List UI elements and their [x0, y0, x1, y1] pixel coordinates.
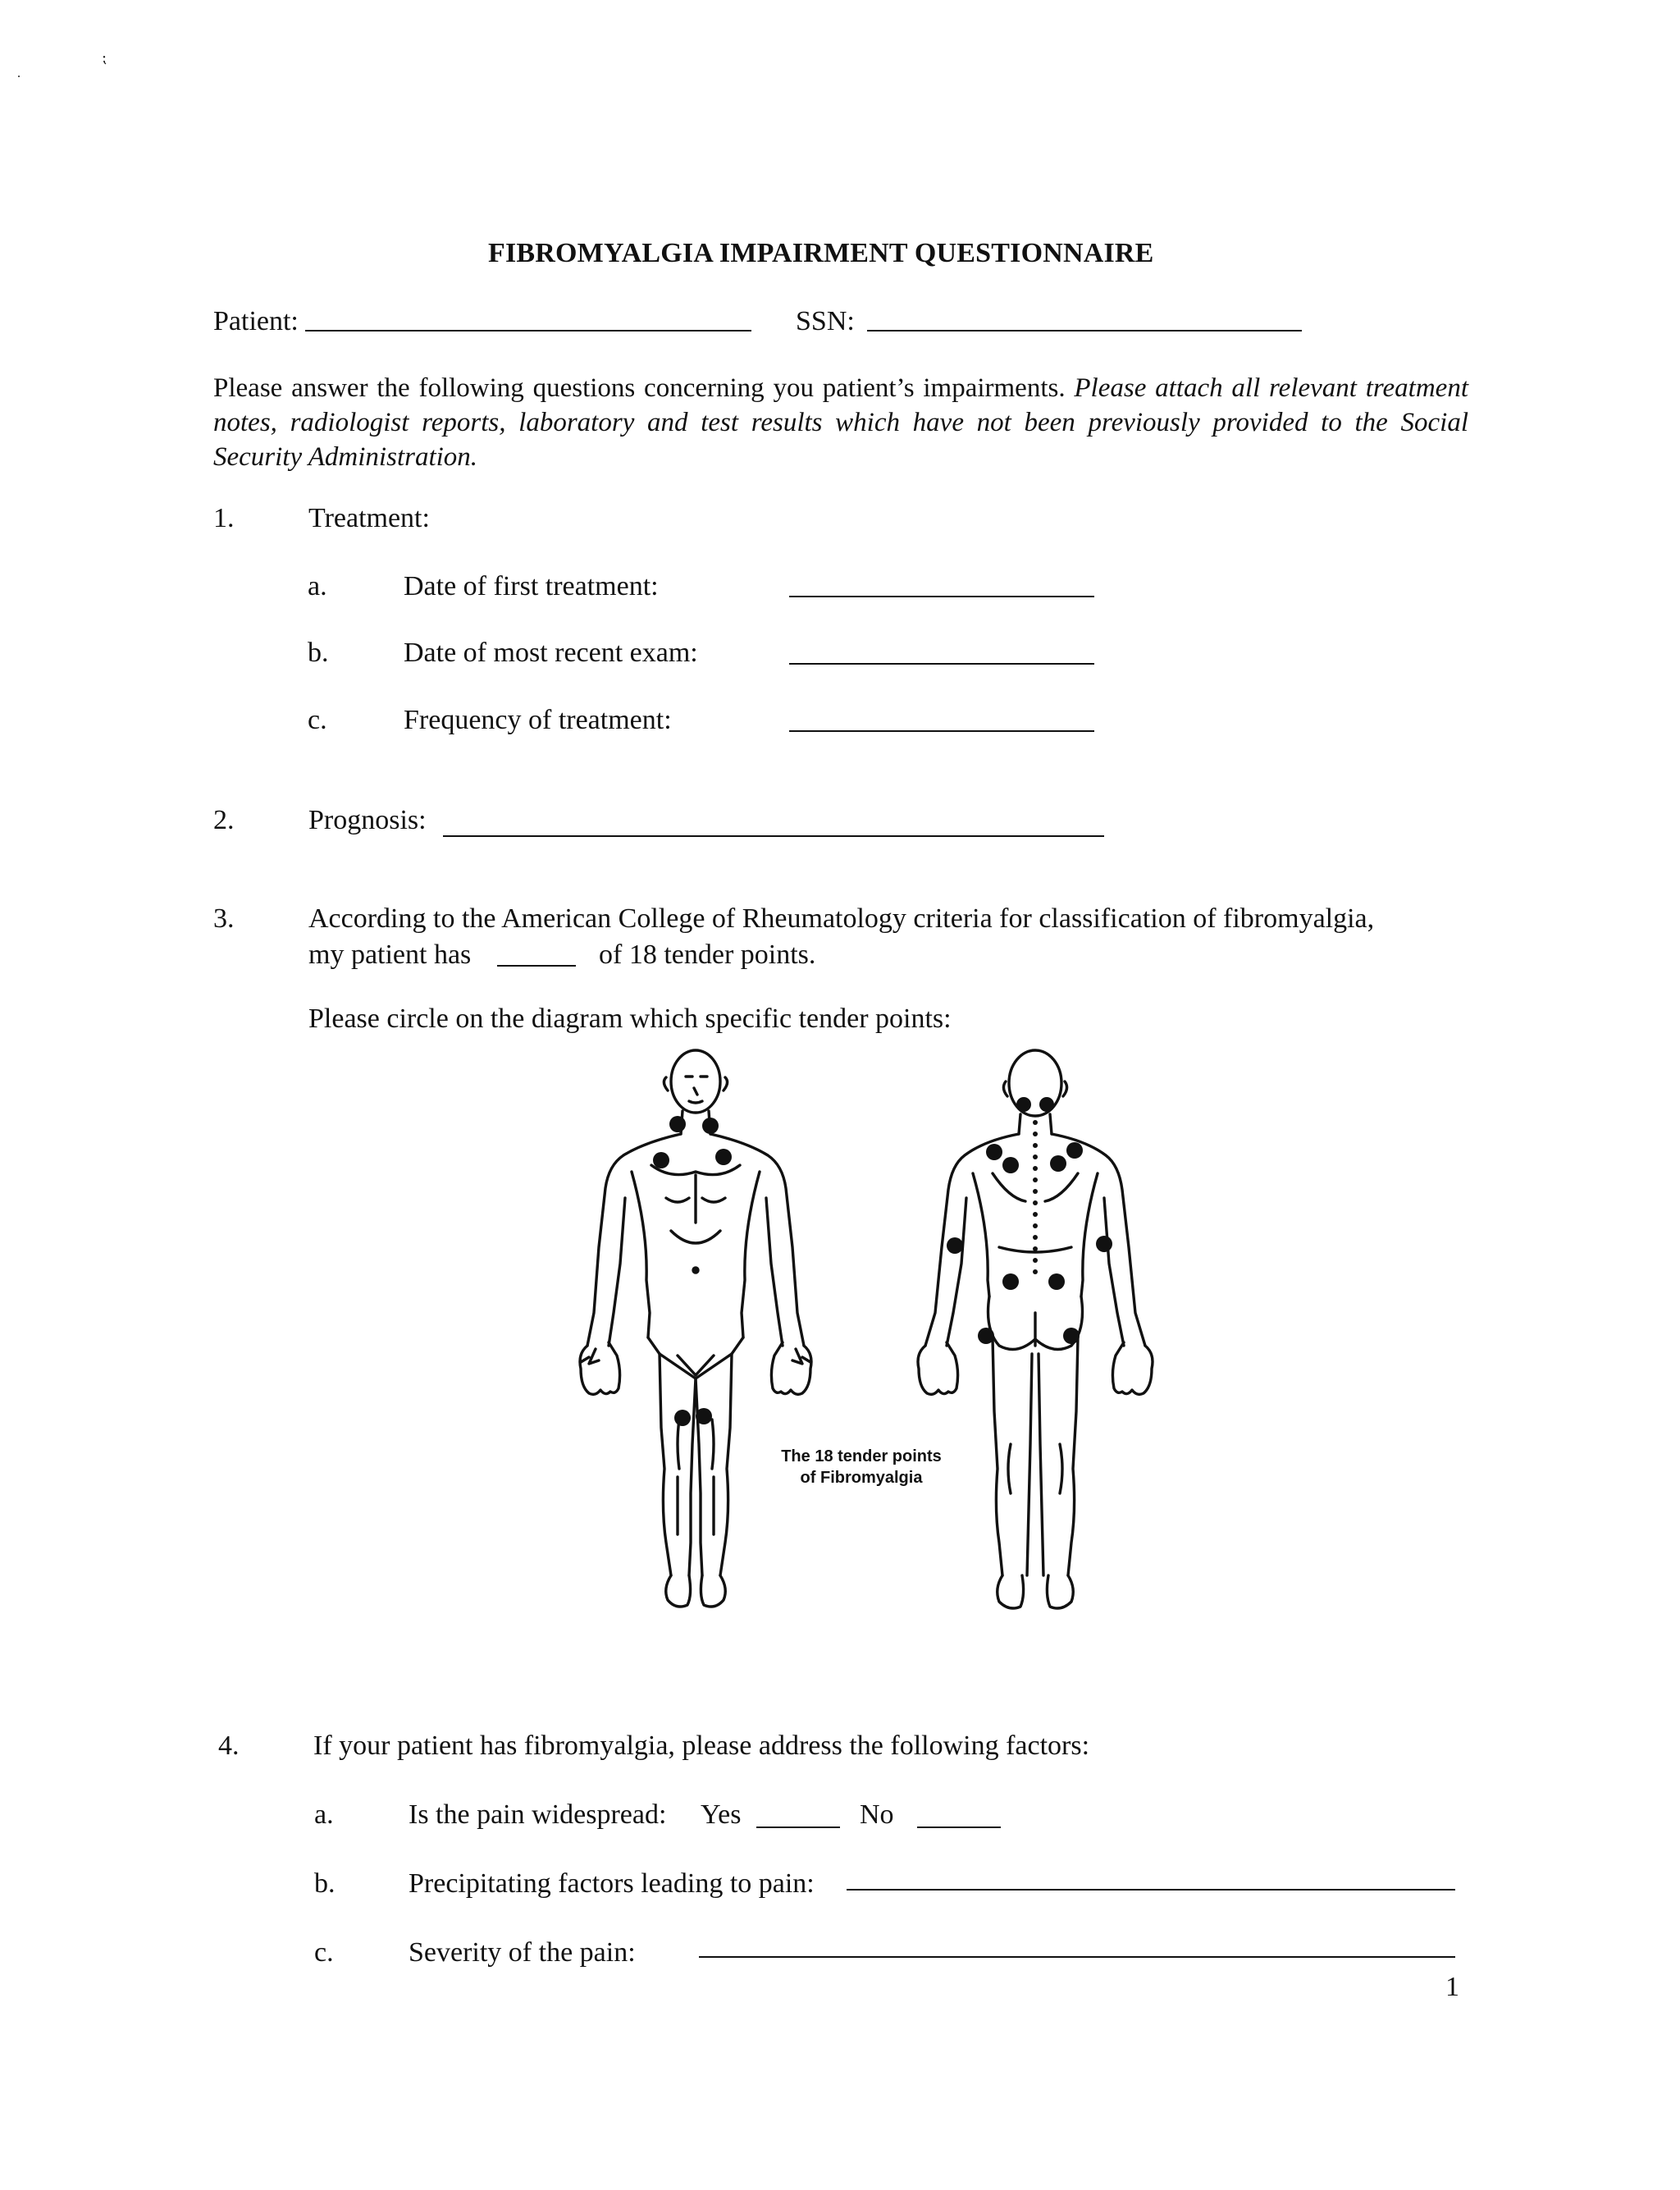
q4b-letter: b. — [314, 1868, 336, 1899]
intro-italic: Please attach all relevant treatment notes, radiologist reports, laboratory and test results which have not been previously provided to the Social Security Administration. — [213, 373, 1468, 472]
q4b-label: Precipitating factors leading to pain: — [409, 1868, 815, 1899]
q3-line2-post: of 18 tender points. — [599, 940, 816, 970]
form-title: FIBROMYALGIA IMPAIRMENT QUESTIONNAIRE — [488, 238, 1154, 268]
spine-dots — [1033, 1120, 1038, 1274]
q4a-no-label: No — [860, 1799, 894, 1830]
recent-exam-date-field[interactable] — [789, 663, 1094, 665]
q1-label: Treatment: — [308, 503, 430, 533]
diagram-caption-line2: of Fibromyalgia — [800, 1469, 923, 1487]
scan-speck: ˙ — [16, 72, 21, 89]
q1c-letter: c. — [308, 705, 327, 735]
tender-point-back-gluteal-left[interactable] — [1002, 1273, 1019, 1290]
tender-point-back-hip-left[interactable] — [978, 1328, 994, 1344]
patient-field[interactable] — [305, 330, 751, 331]
tender-point-front-neck-right[interactable] — [702, 1118, 719, 1134]
tender-point-back-trapezius-left[interactable] — [986, 1144, 1002, 1160]
q4a-label: Is the pain widespread: — [409, 1799, 667, 1830]
q3-circle-prompt: Please circle on the diagram which specific tender points: — [308, 1004, 952, 1034]
q3-line2-pre: my patient has — [308, 940, 472, 970]
front-body-figure — [580, 1050, 811, 1607]
tender-points-count-field[interactable] — [497, 965, 576, 967]
tender-point-front-knee-right[interactable] — [696, 1408, 712, 1424]
first-treatment-date-field[interactable] — [789, 596, 1094, 597]
q4c-label: Severity of the pain: — [409, 1937, 636, 1968]
back-body-figure — [918, 1050, 1153, 1608]
ssn-label: SSN: — [796, 306, 855, 336]
intro-plain: Please answer the following questions concerning you patient’s impairments. — [213, 373, 1066, 403]
widespread-no-field[interactable] — [917, 1827, 1001, 1828]
patient-label: Patient: — [213, 306, 299, 336]
q3-line1: According to the American College of Rheumatology criteria for classification of fibromyalgia, — [308, 903, 1375, 934]
q4-label: If your patient has fibromyalgia, please address the following factors: — [313, 1731, 1090, 1761]
q1c-label: Frequency of treatment: — [404, 705, 672, 735]
page-number: 1 — [1445, 1972, 1459, 2002]
tender-point-back-gluteal-right[interactable] — [1048, 1273, 1065, 1290]
q3-number: 3. — [213, 903, 235, 934]
ssn-field[interactable] — [867, 330, 1302, 331]
q1a-letter: a. — [308, 571, 327, 601]
tender-point-back-occiput-right[interactable] — [1039, 1097, 1054, 1112]
prognosis-field[interactable] — [443, 835, 1104, 837]
tender-point-back-trapezius-right[interactable] — [1066, 1142, 1083, 1159]
tender-point-back-hip-right[interactable] — [1063, 1328, 1080, 1344]
tender-point-back-elbow-right[interactable] — [1096, 1236, 1112, 1252]
q2-label: Prognosis: — [308, 805, 427, 835]
tender-point-back-occiput-left[interactable] — [1016, 1097, 1031, 1112]
q4c-letter: c. — [314, 1937, 334, 1968]
tender-point-back-supraspinatus-right[interactable] — [1050, 1155, 1066, 1172]
precipitating-factors-field[interactable] — [847, 1889, 1455, 1891]
q4a-yes-label: Yes — [701, 1799, 742, 1830]
tender-point-front-neck-left[interactable] — [669, 1116, 686, 1132]
tender-point-front-knee-left[interactable] — [674, 1410, 691, 1426]
diagram-caption-line1: The 18 tender points — [781, 1447, 942, 1465]
tender-point-front-chest-right[interactable] — [715, 1149, 732, 1165]
q2-number: 2. — [213, 805, 235, 835]
widespread-yes-field[interactable] — [756, 1827, 840, 1828]
q1b-label: Date of most recent exam: — [404, 638, 698, 668]
pain-severity-field[interactable] — [699, 1956, 1455, 1958]
q4a-letter: a. — [314, 1799, 334, 1830]
q1-number: 1. — [213, 503, 235, 533]
scan-speck: ⁏ — [102, 49, 107, 66]
diagram-caption — [746, 1446, 976, 1488]
tender-point-back-elbow-left[interactable] — [947, 1237, 963, 1254]
treatment-frequency-field[interactable] — [789, 730, 1094, 732]
intro-paragraph — [213, 371, 1468, 474]
q4-number: 4. — [218, 1731, 240, 1761]
q1a-label: Date of first treatment: — [404, 571, 659, 601]
tender-point-back-supraspinatus-left[interactable] — [1002, 1157, 1019, 1173]
q1b-letter: b. — [308, 638, 329, 668]
tender-point-front-chest-left[interactable] — [653, 1152, 669, 1168]
